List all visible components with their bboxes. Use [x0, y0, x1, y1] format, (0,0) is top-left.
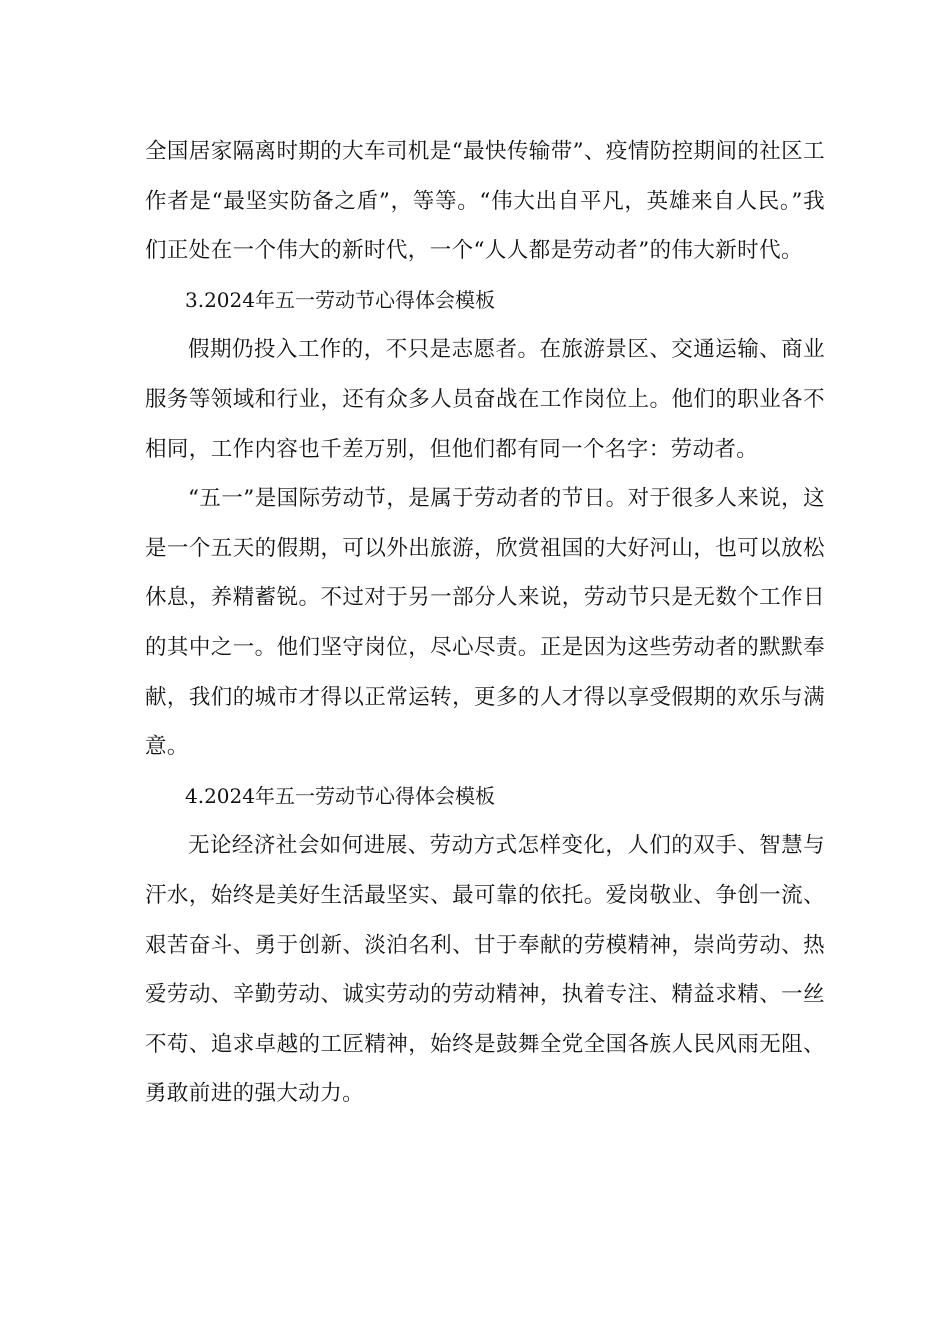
section-heading-3: 3.2024年五一劳动节心得体会模板 — [185, 287, 495, 312]
paragraph-continuation: 全国居家隔离时期的大车司机是“最快传输带”、疫情防控期间的社区工作者是“最坚实防备之盾”，等等。“伟大出自平凡，英雄来自人民。”我们正处在一个伟大的新时代，一个“人人都是劳动者”的伟大新时代。 — [145, 139, 825, 264]
section-heading-4: 4.2024年五一劳动节心得体会模板 — [185, 783, 495, 808]
paragraph: 无论经济社会如何进展、劳动方式怎样变化，人们的双手、智慧与汗水，始终是美好生活最坚实、最可靠的依托。爱岗敬业、争创一流、艰苦奋斗、勇于创新、淡泊名利、甘于奉献的劳模精神，崇尚劳动、热爱劳动、辛勤劳动、诚实劳动的劳动精神，执着专注、精益求精、一丝不苟、追求卓越的工匠精神，始终是鼓舞全党全国各族人民风雨无阻、勇敢前进的强大动力。 — [145, 833, 825, 1107]
paragraph: “五一”是国际劳动节，是属于劳动者的节日。对于很多人来说，这是一个五天的假期，可以外出旅游，欣赏祖国的大好河山，也可以放松休息，养精蓄锐。不过对于另一部分人来说，劳动节只是无数个工作日的其中之一。他们坚守岗位，尽心尽责。正是因为这些劳动者的默默奉献，我们的城市才得以正常运转，更多的人才得以享受假期的欢乐与满意。 — [145, 486, 825, 760]
paragraph: 假期仍投入工作的，不只是志愿者。在旅游景区、交通运输、商业服务等领域和行业，还有众多人员奋战在工作岗位上。他们的职业各不相同，工作内容也千差万别，但他们都有同一个名字：劳动者。 — [145, 337, 825, 462]
document-body — [145, 127, 825, 1119]
